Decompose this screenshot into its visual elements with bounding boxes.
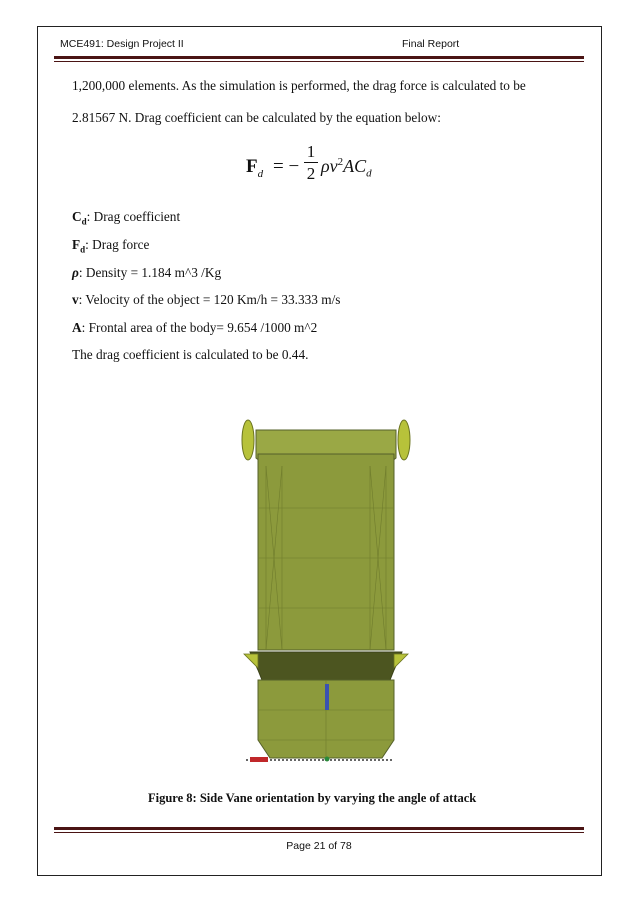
figure-caption: Figure 8: Side Vane orientation by varying the angle of attack xyxy=(148,791,477,805)
header-report: Final Report xyxy=(402,38,460,50)
footer-rule xyxy=(54,827,584,830)
fea-model-image xyxy=(236,418,414,770)
equation-lhs: $F_d$ xyxy=(246,156,264,180)
definition-density: ρ: Density = 1.184 m^3 /Kg xyxy=(72,265,222,280)
conclusion-text: The drag coefficient is calculated to be 0.44. xyxy=(72,347,309,362)
left-band-vane xyxy=(244,654,258,668)
axis-blue xyxy=(325,684,329,710)
right-band-vane xyxy=(394,654,408,668)
dark-band xyxy=(250,652,402,680)
header-course: MCE491: Design Project II xyxy=(60,38,184,50)
axis-red xyxy=(250,757,268,762)
upper-body xyxy=(258,454,394,650)
paragraph-line-1: 1,200,000 elements. As the simulation is performed, the drag force is calculated to be xyxy=(72,78,526,93)
left-vane xyxy=(242,420,254,460)
right-vane xyxy=(398,420,410,460)
equation-rhs: $\rho v^2AC_d$ xyxy=(321,156,372,180)
footer-rule-thin xyxy=(54,832,584,833)
drag-equation xyxy=(246,140,406,192)
axis-origin xyxy=(325,757,330,762)
definition-velocity: v: Velocity of the object = 120 Km/h = 33.333 m/s xyxy=(72,292,341,307)
header-rule xyxy=(54,56,584,59)
header-rule-thin xyxy=(54,61,584,62)
definition-fd: $F_d$: Drag force xyxy=(72,237,150,255)
definition-area: A: Frontal area of the body= 9.654 /1000 m^2 xyxy=(72,320,318,335)
page-number: Page 21 of 78 xyxy=(286,840,352,852)
paragraph-line-2: 2.81567 N. Drag coefficient can be calculated by the equation below: xyxy=(72,110,441,125)
equation-fraction: $\frac{1}{2}$ xyxy=(304,142,318,185)
definition-cd: $C_d$: Drag coefficient xyxy=(72,209,181,227)
equation-equals: = − xyxy=(273,156,300,177)
